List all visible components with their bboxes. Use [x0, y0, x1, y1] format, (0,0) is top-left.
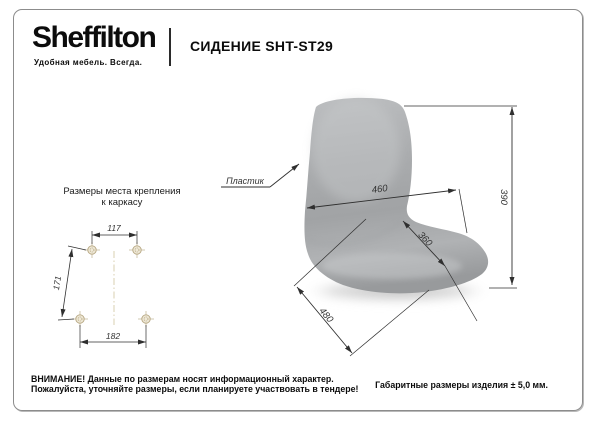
hole-top-left	[84, 242, 100, 258]
dim-label-117: 117	[107, 223, 121, 233]
chair-seat-render	[301, 98, 493, 303]
warning-line2: Пожалуйста, уточняйте размеры, если планируете участвовать в тендере!	[31, 383, 359, 394]
tolerance-note: Габаритные размеры изделия ± 5,0 мм.	[375, 380, 548, 390]
ext-line-460	[459, 189, 467, 233]
dim-line-171	[62, 249, 72, 317]
ext-171-bottom	[58, 319, 74, 320]
material-label: Пластик	[226, 176, 264, 186]
brand-logo: Sheffilton	[32, 21, 156, 54]
ext-171-top	[68, 246, 86, 250]
dim-label-480: 480	[316, 305, 336, 326]
seat-highlight	[322, 253, 462, 279]
material-leader-line	[270, 164, 299, 187]
dim-label-182: 182	[105, 331, 121, 341]
dim-label-460: 460	[371, 183, 389, 196]
mounting-title-line2: к каркасу	[101, 196, 143, 208]
dim-label-171: 171	[50, 275, 64, 291]
mounting-diagram	[51, 223, 154, 348]
mounting-title-line1: Размеры места крепления	[63, 186, 181, 197]
brand-tagline: Удобная мебель. Всегда.	[34, 58, 143, 67]
hole-bottom-right	[138, 311, 154, 327]
page-title: СИДЕНИЕ SHT-ST29	[190, 38, 334, 54]
hole-bottom-left	[72, 311, 88, 327]
mounting-holes	[72, 242, 154, 327]
warning-line1: ВНИМАНИЕ! Данные по размерам носят информационный характер.	[31, 374, 334, 384]
warning-note	[31, 375, 358, 395]
hole-top-right	[129, 242, 145, 258]
dim-label-360: 360	[415, 229, 435, 249]
dim-label-390: 390	[498, 189, 509, 205]
